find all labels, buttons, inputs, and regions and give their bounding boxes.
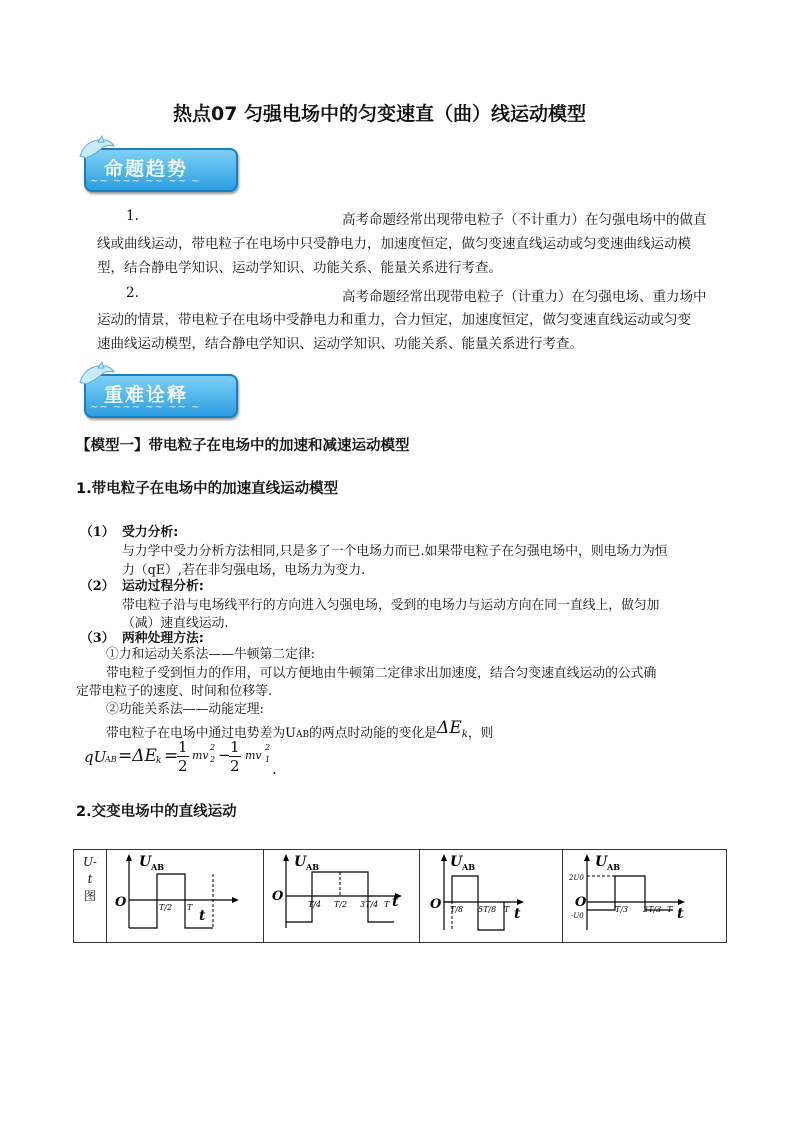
svg-text:O: O	[430, 897, 442, 912]
banner-label: 重难诠释	[104, 384, 189, 406]
table-row-label: U- t 图	[74, 850, 107, 943]
page-title: 热点07 匀强电场中的匀变速直（曲）线运动模型	[173, 103, 587, 125]
svg-text:O: O	[272, 889, 284, 904]
svg-text:t: t	[199, 908, 206, 924]
item-line: 力（qE）,若在非匀强电场，电场力为变力.	[122, 563, 366, 578]
section-heading: 1.带电粒子在电场中的加速直线运动模型	[76, 481, 339, 497]
method-line: 定带电粒子的速度、时间和位移等.	[76, 684, 273, 699]
svg-text:t: t	[677, 906, 684, 922]
svg-text:T/8: T/8	[450, 905, 464, 914]
section-banner-trend	[76, 142, 234, 190]
svg-text:AB: AB	[151, 862, 164, 872]
method-line: 带电粒子受到恒力的作用，可以方便地由牛顿第二定律求出加速度，结合匀变速直线运动的公式确	[106, 666, 657, 681]
banner-label: 命题趋势	[104, 158, 189, 180]
svg-text:T/4: T/4	[308, 900, 322, 909]
section-heading: 2.交变电场中的直线运动	[76, 804, 237, 820]
item-label: 受力分析:	[122, 525, 179, 540]
method-line: 带电粒子在电场中通过电势差为UAB的两点时动能的变化是ΔEk，则	[106, 718, 494, 741]
svg-text:T: T	[384, 900, 390, 909]
trend-line: 型，结合静电学知识、运动学知识、功能关系、能量关系进行考查。	[97, 260, 502, 276]
square-wave-graph-2	[264, 850, 419, 938]
svg-text:AB: AB	[462, 862, 475, 872]
svg-text:U: U	[139, 854, 152, 870]
svg-text:O: O	[575, 895, 587, 910]
svg-text:U: U	[450, 854, 463, 870]
square-wave-graph-1	[107, 850, 263, 938]
square-wave-graph-4	[563, 850, 723, 938]
svg-text:3T/4: 3T/4	[360, 900, 379, 909]
svg-text:T: T	[187, 903, 193, 912]
banner-waves: ~~ ~~~ ~~ ~~ ~	[90, 176, 201, 187]
item-line: （减）速直线运动.	[122, 616, 229, 631]
list-number: 1.	[126, 208, 139, 224]
graph-cell	[107, 850, 264, 943]
item-number: （1）	[80, 525, 115, 540]
svg-text:2T/3: 2T/3	[643, 905, 662, 914]
svg-text:T: T	[504, 905, 510, 914]
trend-line: 线或曲线运动，带电粒子在电场中只受静电力，加速度恒定，做匀变速直线运动或匀变速曲线运动模	[97, 236, 691, 252]
svg-text:T/2: T/2	[159, 903, 173, 912]
section-banner-key	[76, 368, 234, 416]
trend-line: 高考命题经常出现带电粒子（计重力）在匀强电场、重力场中	[342, 289, 707, 305]
square-wave-graph-3	[420, 850, 562, 938]
item-number: （3）	[80, 631, 115, 646]
item-number: （2）	[80, 579, 115, 594]
svg-text:T/3: T/3	[615, 905, 629, 914]
graph-cell	[563, 850, 727, 943]
item-label: 两种处理方法:	[122, 631, 204, 646]
banner-waves: ~~ ~~~ ~~ ~~ ~	[90, 402, 201, 413]
method-heading: ①力和运动关系法——牛顿第二定律:	[106, 647, 316, 662]
list-number: 2.	[126, 285, 139, 301]
item-line: 与力学中受力分析方法相同,只是多了一个电场力而已.如果带电粒子在匀强电场中，则电场力为恒	[122, 544, 668, 559]
svg-text:AB: AB	[607, 862, 620, 872]
trend-line: 运动的情景，带电粒子在电场中受静电力和重力，合力恒定，加速度恒定，做匀变速直线运动或匀变	[97, 312, 691, 328]
item-label: 运动过程分析:	[122, 579, 204, 594]
svg-text:O: O	[115, 895, 127, 910]
svg-text:t: t	[392, 894, 399, 910]
svg-text:-U0: -U0	[571, 912, 584, 920]
svg-text:5T/8: 5T/8	[478, 905, 497, 914]
model-heading: 【模型一】带电粒子在电场中的加速和减速运动模型	[76, 438, 410, 454]
svg-text:T: T	[667, 905, 673, 914]
ut-graph-table	[73, 849, 727, 943]
delta-ek: ΔE	[437, 718, 462, 738]
svg-text:AB: AB	[306, 862, 319, 872]
trend-line: 速曲线运动模型，结合静电学知识、运动学知识、功能关系、能量关系进行考查。	[97, 336, 583, 352]
svg-text:t: t	[514, 906, 521, 922]
energy-formula: qU AB =ΔE k = 1 2 mv 2 2 − 1 2 mv 2 1 .	[84, 738, 277, 778]
svg-text:2U0: 2U0	[569, 874, 584, 882]
svg-text:T/2: T/2	[334, 900, 348, 909]
item-line: 带电粒子沿与电场线平行的方向进入匀强电场，受到的电场力与运动方向在同一直线上，做匀加	[122, 598, 660, 613]
trend-line: 高考命题经常出现带电粒子（不计重力）在匀强电场中的做直	[342, 212, 707, 228]
graph-cell	[420, 850, 563, 943]
svg-text:U: U	[595, 854, 608, 870]
method-heading: ②功能关系法——动能定理:	[106, 702, 264, 717]
svg-text:U: U	[294, 854, 307, 870]
graph-cell	[264, 850, 420, 943]
